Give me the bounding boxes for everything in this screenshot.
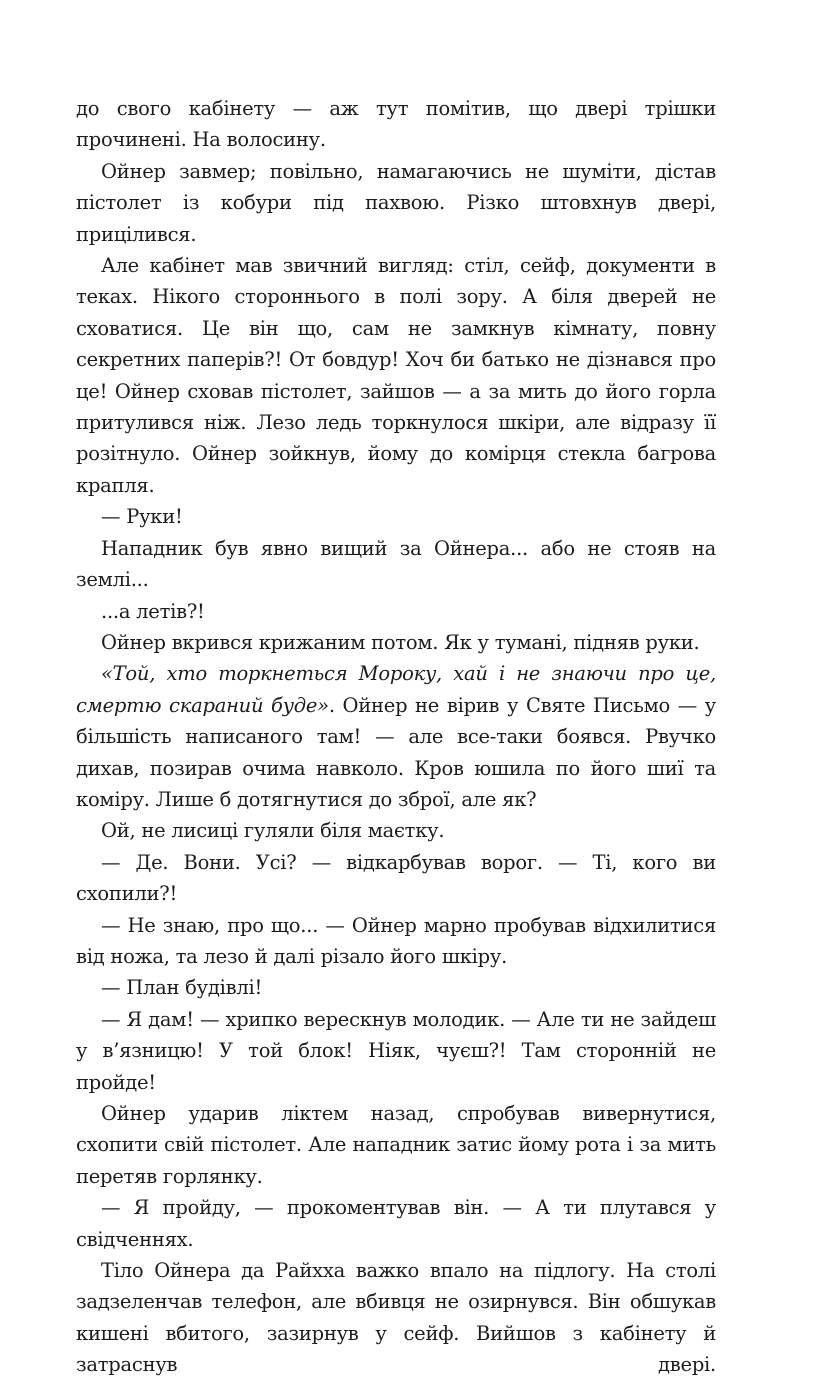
- paragraph-4: — Руки!: [101, 505, 183, 529]
- paragraph-6: ...а летів?!: [101, 599, 205, 623]
- paragraph-10: — Де. Вони. Усі? — відкарбував ворог. — Ті, кого ви схопили?!: [76, 850, 716, 906]
- paragraph-15: — Я пройду, — прокоментував він. — А ти плутався у свідченнях.: [76, 1196, 716, 1251]
- paragraph-11: — Не знаю, про що... — Ойнер марно пробував відхилитися від ножа, та лезо й далі різало його шкіру.: [76, 913, 716, 968]
- paragraph-9: Ой, не лисиці гуляли біля маєтку.: [101, 819, 445, 843]
- paragraph-2: Ойнер завмер; повільно, намагаючись не шуміти, дістав пістолет із кобури під пахвою. Різко штовхнув двері, прицілився.: [76, 159, 716, 246]
- paragraph-5: Нападник був явно вищий за Ойнера... або не стояв на землі...: [76, 536, 716, 592]
- paragraph-14: Ойнер ударив ліктем назад, спробував вивернутися, схопити свій пістолет. Але нападник затис йому рота і за мить перетяв горлянку.: [76, 1102, 716, 1188]
- paragraph-7: Ойнер вкрився крижаним потом. Як у тумані, підняв руки.: [101, 630, 700, 654]
- scripture-quote: «Той, хто торкнеться Мороку, хай і не знаючи про це, смертю скараний буде»: [76, 662, 716, 717]
- paragraph-12: — План будівлі!: [101, 976, 263, 1000]
- paragraph-8: [76, 658, 716, 815]
- paragraph-8-text: . Ойнер не вірив у Святе Письмо — у більшість написаного там! — але все-таки боявся. Рвучко дихав, позирав очима навколо. Кров юшила по його шиї та коміру. Лише б дотягнутися до зброї, але як?: [76, 693, 716, 811]
- paragraph-3: Але кабінет мав звичний вигляд: стіл, сейф, документи в теках. Нікого стороннього в полі зору. А біля дверей не сховатися. Це він що, сам не замкнув кімнату, повну секретних паперів?! От бовдур! Хоч би батько не дізнався про це! Ойнер сховав пістолет, зайшов — а за мить до його горла притулився ніж. Лезо ледь торкнулося шкіри, але відразу її розітнуло. Ойнер зойкнув, йому до комірця стекла багрова крапля.: [76, 254, 716, 497]
- paragraph-1: до свого кабінету — аж тут помітив, що двері трішки прочинені. На волосину.: [76, 97, 716, 152]
- paragraph-16: Тіло Ойнера да Райхха важко впало на підлогу. На столі задзеленчав телефон, але вбивця не озирнувся. Він обшукав кишені вбитого, зазирнув у сейф. Вийшов з кабінету й затраснув двері.: [76, 1259, 716, 1377]
- book-page-text: [76, 93, 716, 1381]
- paragraph-13: — Я дам! — хрипко верескнув молодик. — Але ти не зайдеш у в’язницю! У той блок! Ніяк, чуєш?! Там сторонній не пройде!: [76, 1007, 716, 1094]
